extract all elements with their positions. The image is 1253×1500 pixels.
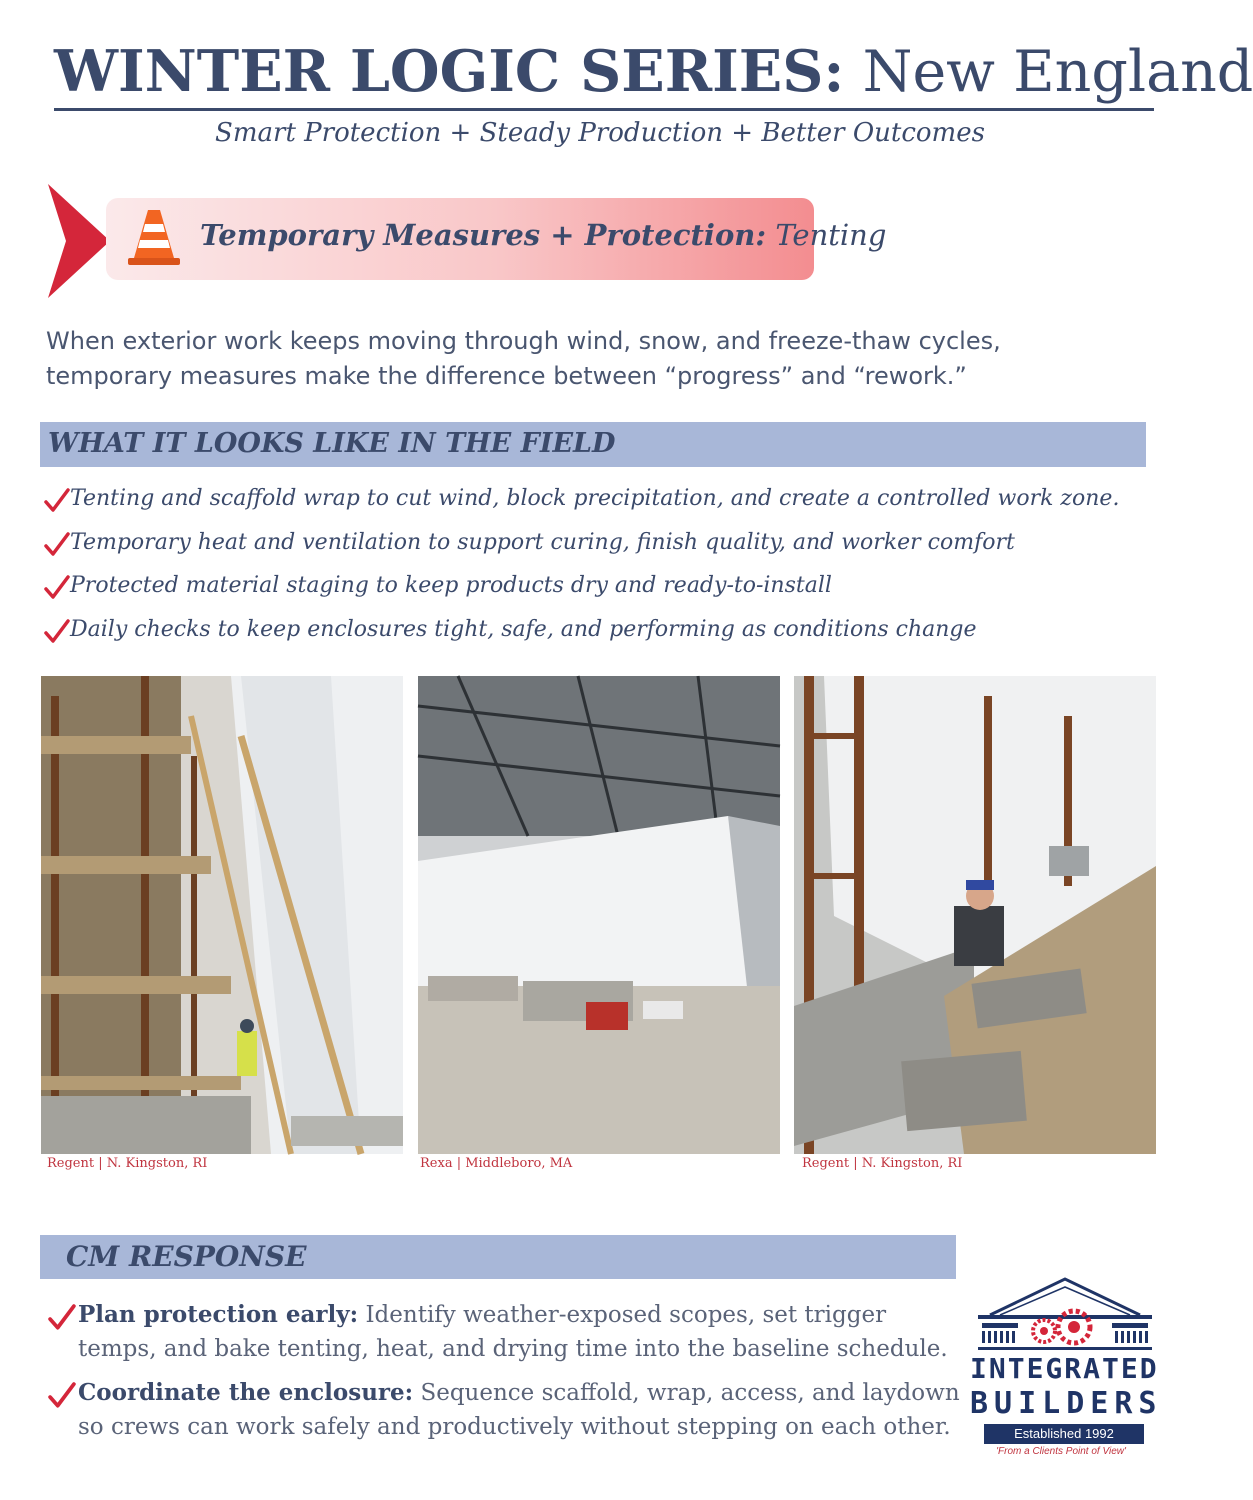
subtitle: Smart Protection + Steady Production + Better Outcomes bbox=[215, 118, 985, 148]
photo-caption-1: Regent | N. Kingston, RI bbox=[47, 1156, 208, 1171]
list-item bbox=[48, 1376, 968, 1444]
cm-item-lead: Plan protection early: bbox=[78, 1301, 359, 1328]
checkmark-icon bbox=[44, 619, 70, 645]
cm-checklist bbox=[48, 1298, 968, 1454]
list-item-text: Tenting and scaffold wrap to cut wind, block precipitation, and create a controlled work zone. bbox=[70, 486, 1120, 511]
title-strong: WINTER LOGIC SERIES: bbox=[54, 38, 845, 105]
intro-line-1: When exterior work keeps moving through wind, snow, and freeze-thaw cycles, bbox=[46, 327, 1001, 355]
logo-tagline: 'From a Clients Point of View' bbox=[996, 1446, 1126, 1457]
title-underline bbox=[54, 108, 1154, 111]
traffic-cone-icon bbox=[122, 206, 186, 268]
intro-line-2: temporary measures make the difference between “progress” and “rework.” bbox=[46, 362, 967, 390]
list-item-text: Temporary heat and ventilation to support curing, finish quality, and worker comfort bbox=[70, 529, 1015, 555]
list-item bbox=[44, 567, 1164, 611]
checkmark-icon bbox=[44, 575, 70, 601]
cm-section-heading: CM RESPONSE bbox=[66, 1240, 307, 1273]
photo-warehouse-tent bbox=[418, 676, 780, 1154]
arrow-chevron-icon bbox=[44, 182, 114, 300]
list-item-text: Daily checks to keep enclosures tight, safe, and performing as conditions change bbox=[70, 616, 977, 642]
field-section-heading: WHAT IT LOOKS LIKE IN THE FIELD bbox=[48, 428, 616, 459]
banner-label-strong: Temporary Measures + Protection: bbox=[200, 218, 767, 252]
title-light: New England bbox=[862, 39, 1253, 105]
checkmark-icon bbox=[44, 532, 70, 558]
list-item bbox=[48, 1298, 968, 1366]
list-item bbox=[44, 480, 1164, 524]
checkmark-icon bbox=[48, 1382, 76, 1410]
cm-item-text: Identify weather-exposed scopes, set trigger temps, and bake tenting, heat, and drying time into the baseline schedule. bbox=[78, 1302, 948, 1362]
intro-paragraph bbox=[46, 324, 1146, 394]
logo-name-line-2: BUILDERS bbox=[970, 1386, 1163, 1421]
list-item bbox=[44, 524, 1164, 568]
checkmark-icon bbox=[48, 1304, 76, 1332]
checkmark-icon bbox=[44, 488, 70, 514]
list-item bbox=[44, 611, 1164, 655]
cm-item-lead: Coordinate the enclosure: bbox=[78, 1379, 414, 1406]
page-title bbox=[54, 36, 1253, 108]
logo-name-line-1: INTEGRATED bbox=[970, 1352, 1159, 1385]
cm-item-text: Sequence scaffold, wrap, access, and laydown so crews can work safely and productively without stepping on each other. bbox=[78, 1380, 960, 1440]
photo-caption-2: Rexa | Middleboro, MA bbox=[420, 1156, 573, 1171]
photo-masons-working bbox=[794, 676, 1156, 1154]
banner-label-light: Tenting bbox=[775, 218, 887, 252]
banner-label bbox=[200, 218, 886, 252]
logo-established: Established 1992 bbox=[984, 1424, 1144, 1444]
list-item-text: Protected material staging to keep products dry and ready-to-install bbox=[70, 573, 832, 598]
field-checklist bbox=[44, 480, 1164, 654]
photo-caption-3: Regent | N. Kingston, RI bbox=[802, 1156, 963, 1171]
photo-scaffold-wrap bbox=[41, 676, 403, 1154]
